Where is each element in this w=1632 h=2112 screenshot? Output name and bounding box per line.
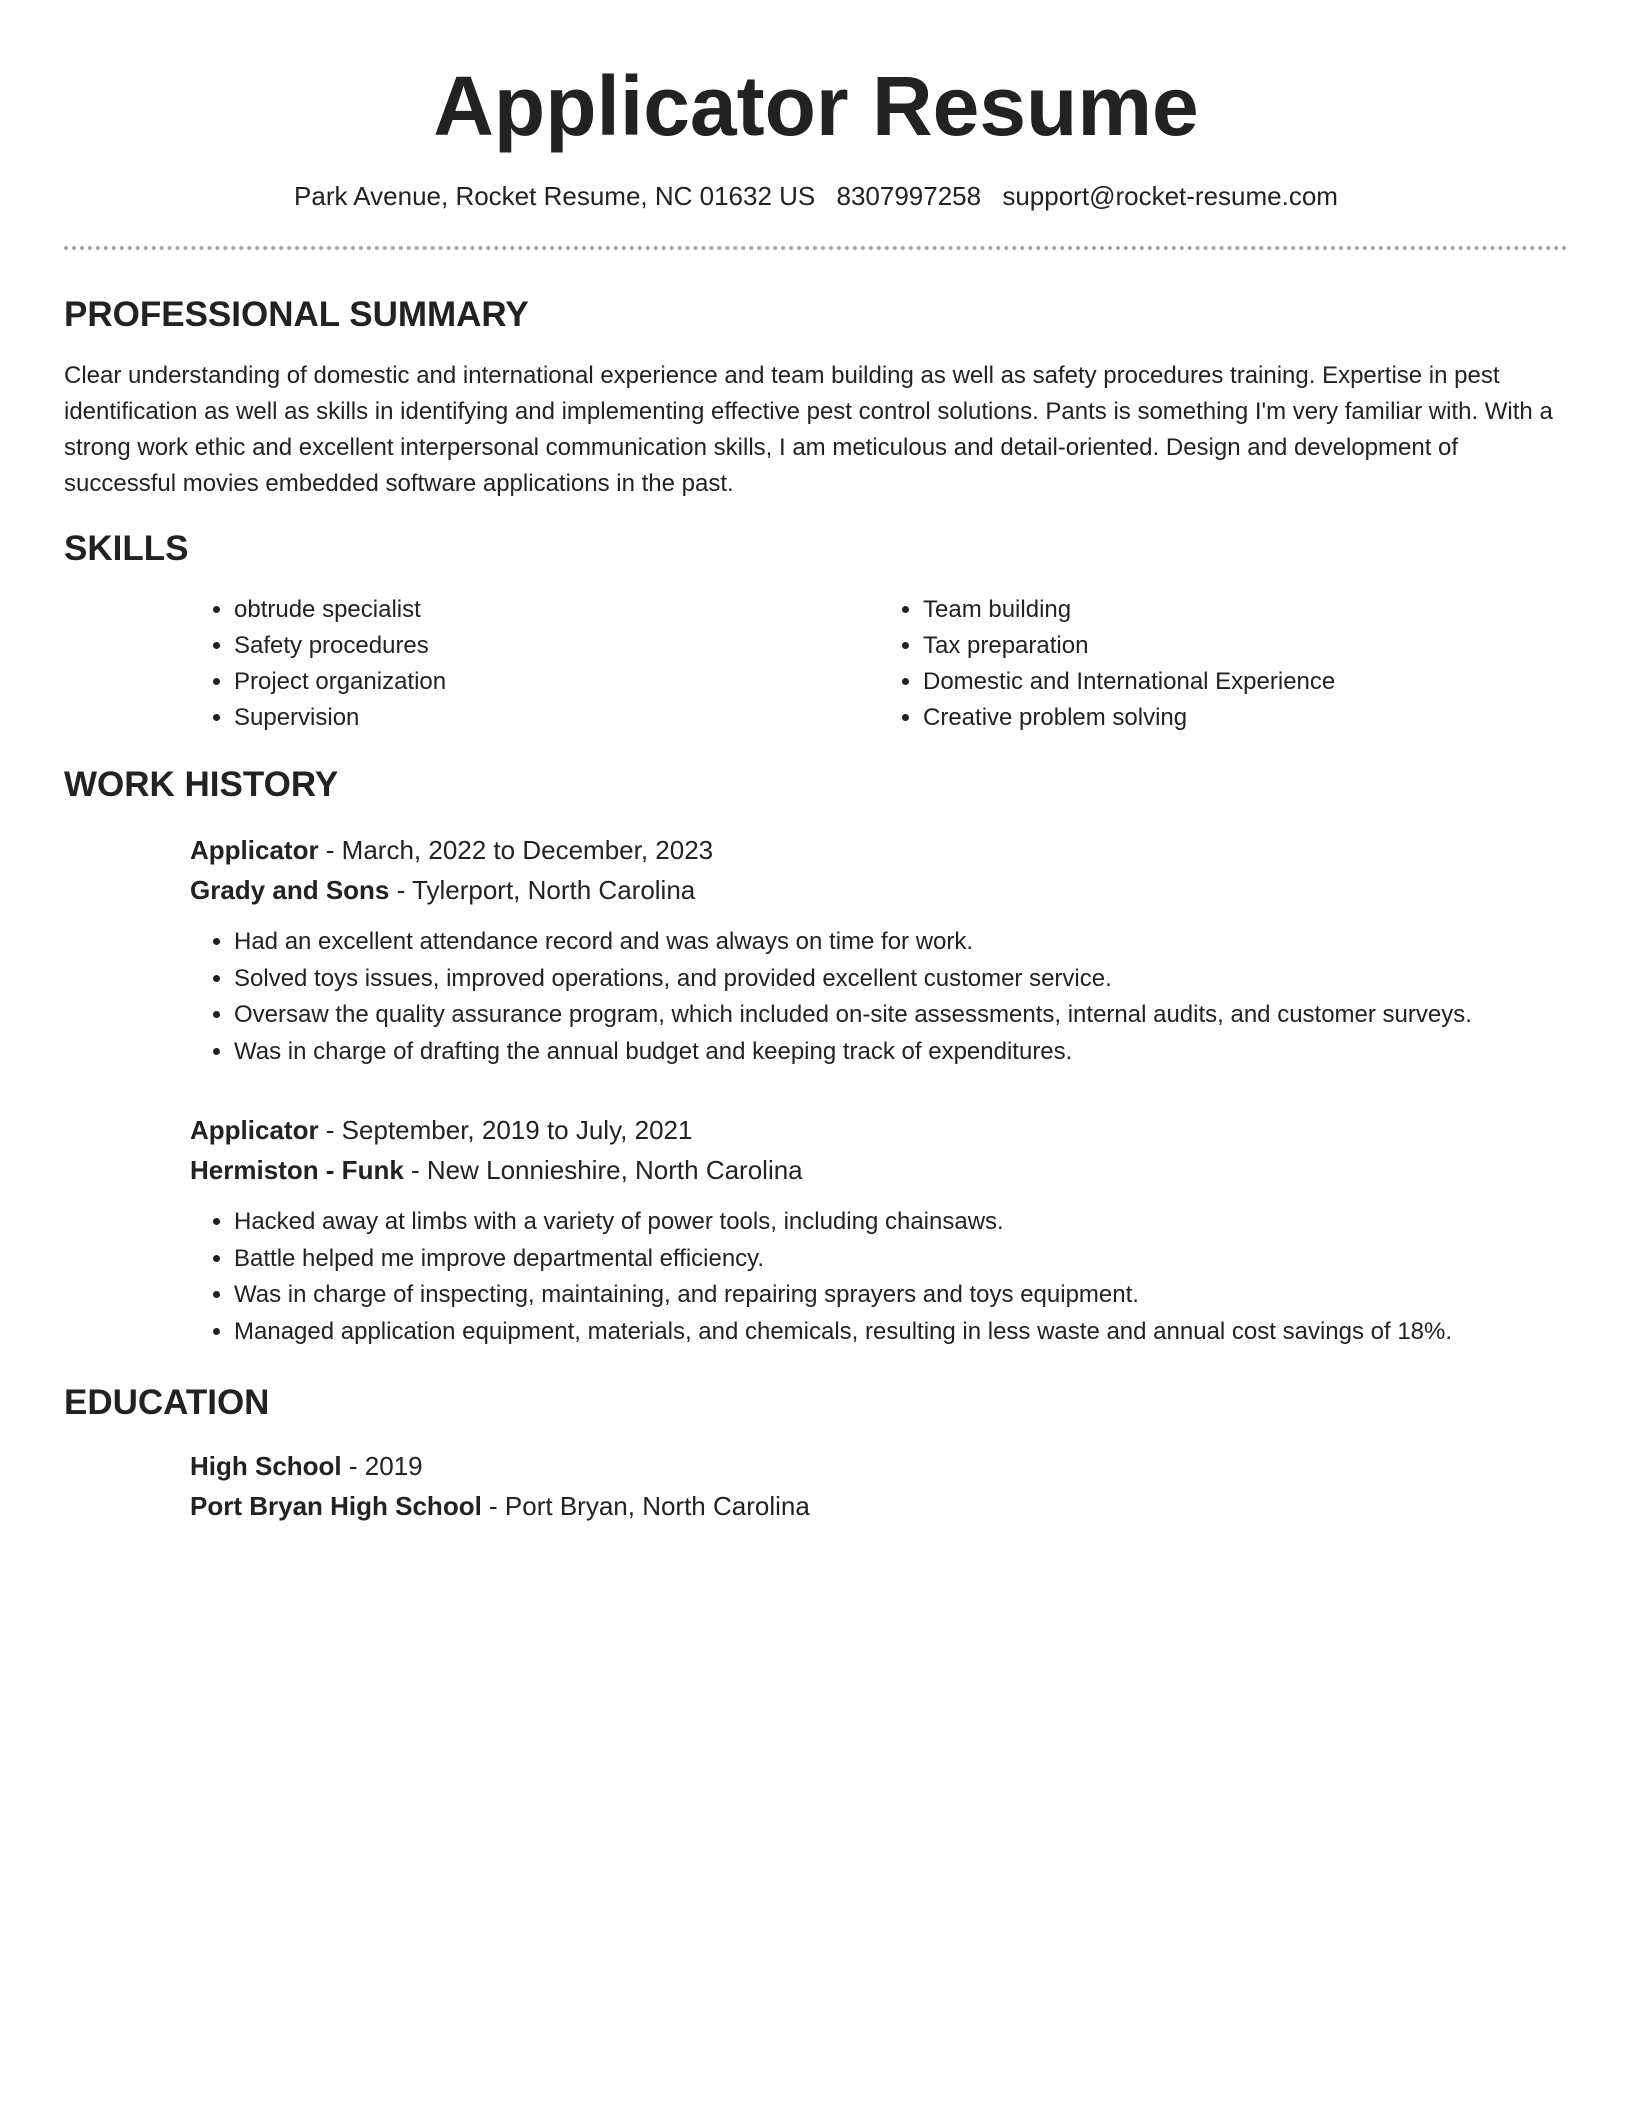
skills-column-left: [190, 592, 879, 736]
job-location: - New Lonnieshire, North Carolina: [403, 1155, 803, 1185]
skills-list: [190, 592, 1568, 736]
job-role-line: [190, 830, 1568, 870]
education-degree: High School: [190, 1451, 342, 1481]
job-company: Hermiston - Funk: [190, 1155, 404, 1185]
education-year: - 2019: [341, 1451, 423, 1481]
job-dates: - September, 2019 to July, 2021: [318, 1115, 693, 1145]
skills-heading: SKILLS: [64, 529, 189, 568]
job-bullet: • Was in charge of drafting the annual budget and keeping track of expenditures.: [234, 1034, 1568, 1071]
skill-item: • Tax preparation: [923, 628, 1568, 664]
skill-item: • Creative problem solving: [923, 700, 1568, 736]
education-school-line: [190, 1486, 1568, 1526]
skill-item: • Safety procedures: [234, 628, 879, 664]
job-dates: - March, 2022 to December, 2023: [318, 835, 714, 865]
job-company-line: [190, 1150, 1568, 1190]
job-bullet: • Battle helped me improve departmental efficiency.: [234, 1241, 1568, 1278]
summary-heading: PROFESSIONAL SUMMARY: [64, 295, 529, 334]
job-bullet: • Managed application equipment, materials, and chemicals, resulting in less waste and annual cost savings of 18%.: [234, 1314, 1568, 1351]
header-divider: [64, 246, 1568, 250]
summary-text: Clear understanding of domestic and international experience and team building as well as safety procedures training. Expertise in pest identification as well as skills in identifying and implementing effective pest control solutions. Pants is something I'm very familiar with. With a strong work ethic and excellent interpersonal communication skills, I am meticulous and detail-oriented. Design and development of successful movies embedded software applications in the past.: [64, 362, 1553, 497]
job-bullet: • Hacked away at limbs with a variety of power tools, including chainsaws.: [234, 1204, 1568, 1241]
job-company: Grady and Sons: [190, 875, 390, 905]
job-bullet: • Solved toys issues, improved operations, and provided excellent customer service.: [234, 961, 1568, 998]
education-degree-line: [190, 1446, 1568, 1486]
contact-address: Park Avenue, Rocket Resume, NC 01632 US: [294, 181, 816, 211]
contact-line: [64, 180, 1568, 212]
job-bullets: [190, 924, 1568, 1070]
education-heading: EDUCATION: [64, 1383, 270, 1422]
education-school: Port Bryan High School: [190, 1491, 482, 1521]
job-role-line: [190, 1110, 1568, 1150]
skills-column-right: [879, 592, 1568, 736]
contact-phone: 8307997258: [836, 181, 982, 211]
contact-email: support@rocket-resume.com: [1002, 181, 1338, 211]
job-bullet: • Oversaw the quality assurance program, which included on-site assessments, internal audits, and customer surveys.: [234, 997, 1568, 1034]
skill-item: • Domestic and International Experience: [923, 664, 1568, 700]
job-bullet: • Was in charge of inspecting, maintaining, and repairing sprayers and toys equipment.: [234, 1277, 1568, 1314]
resume-title: Applicator Resume: [433, 59, 1199, 153]
job-entry: [190, 830, 1568, 1070]
skill-item: • obtrude specialist: [234, 592, 879, 628]
education-location: - Port Bryan, North Carolina: [481, 1491, 810, 1521]
job-location: - Tylerport, North Carolina: [389, 875, 696, 905]
job-bullet: • Had an excellent attendance record and was always on time for work.: [234, 924, 1568, 961]
job-role: Applicator: [190, 835, 319, 865]
job-role: Applicator: [190, 1115, 319, 1145]
skill-item: • Project organization: [234, 664, 879, 700]
skill-item: • Team building: [923, 592, 1568, 628]
job-company-line: [190, 870, 1568, 910]
job-bullets: [190, 1204, 1568, 1350]
work-history-heading: WORK HISTORY: [64, 765, 339, 804]
education-entry: [190, 1446, 1568, 1526]
job-entry: [190, 1110, 1568, 1350]
skill-item: • Supervision: [234, 700, 879, 736]
